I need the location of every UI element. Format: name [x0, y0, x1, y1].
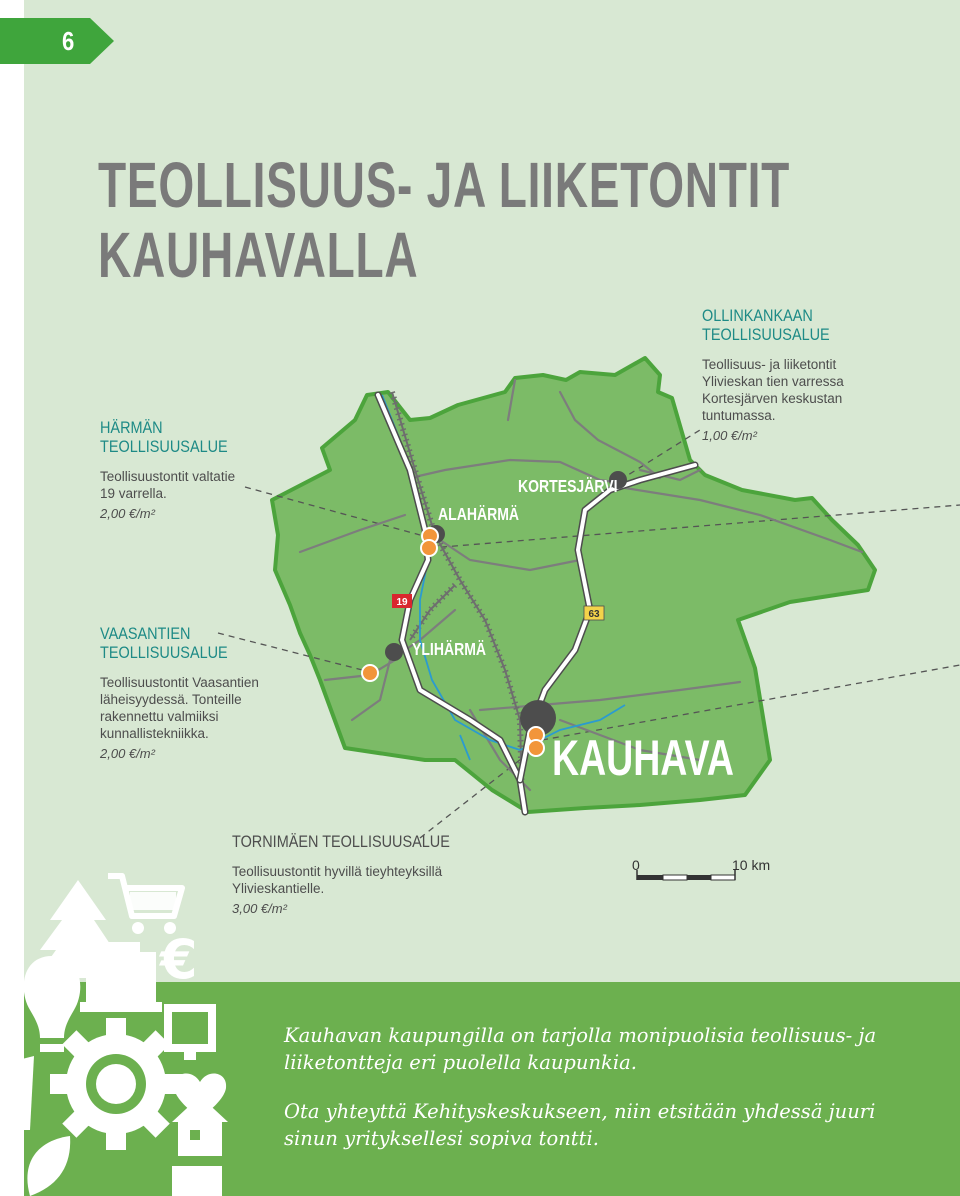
- wrench-icon: [16, 1056, 34, 1130]
- harman-area-info: [100, 418, 250, 521]
- harman-area-description: Teollisuustontit valtatie 19 varrella.: [100, 469, 236, 501]
- ollinkankaan-area-description: Teollisuus- ja liiketontit Ylivieskan tien varressa Kortesjärven keskustan tuntumassa.: [702, 357, 844, 423]
- vaasantie-area-marker: [362, 665, 378, 681]
- harman-title-line-2: TEOLLISUUSALUE: [100, 437, 228, 456]
- decorative-icon-collage: [0, 860, 260, 1196]
- scale-bar: [637, 870, 735, 880]
- vaasantien-area-description: Teollisuustontit Vaasantien läheisyydessä. Tonteille rakennettu valmiiksi kunnallistekniikka.: [100, 675, 259, 741]
- tornimaen-area-price: 3,00 €/m²: [232, 901, 287, 916]
- title-line-1: TEOLLISUUS- JA LIIKETONTIT: [98, 149, 791, 221]
- ollinkankaan-area-price: 1,00 €/m²: [702, 428, 757, 443]
- tornimaen-area-info: [232, 832, 462, 916]
- ylharma-town-marker: [385, 643, 403, 661]
- vaasantien-title-line-1: VAASANTIEN: [100, 624, 191, 643]
- cash-register-icon: [80, 942, 162, 1012]
- kauhava-label: KAUHAVA: [552, 730, 734, 787]
- harman-area-price: 2,00 €/m²: [100, 506, 155, 521]
- ollinkankaan-title-line-1: OLLINKANKAAN: [702, 306, 813, 325]
- box-icon: [172, 1166, 222, 1196]
- tornimaen-area-title: [232, 832, 450, 851]
- house-icon: [172, 1096, 228, 1156]
- harman-area-title: [100, 418, 228, 456]
- ollinkankaan-area-title: [702, 306, 855, 344]
- ylharma-label: YLIHÄRMÄ: [412, 639, 487, 660]
- leaf-icon: [27, 1136, 70, 1196]
- vaasantien-area-info: [100, 624, 270, 761]
- tag-icon: [168, 1008, 212, 1060]
- scale-end-label: 10 km: [732, 857, 771, 873]
- road-19-shield: [392, 594, 412, 608]
- euro-sign-icon: €: [160, 928, 198, 991]
- ollinkankaan-area-info: [702, 306, 882, 443]
- road-63-label: 63: [588, 609, 600, 620]
- kauhava-area-marker-b: [528, 740, 544, 756]
- kortesjarvi-label: KORTESJÄRVI: [518, 476, 618, 497]
- ollinkankaan-title-line-2: TEOLLISUUSALUE: [702, 325, 830, 344]
- title-line-2: KAUHAVALLA: [98, 219, 419, 291]
- vaasantien-area-title: [100, 624, 245, 662]
- harma-area-marker-b: [421, 540, 437, 556]
- tornimaen-title-line-1: TORNIMÄEN TEOLLISUUSALUE: [232, 832, 450, 851]
- vaasantien-area-price: 2,00 €/m²: [100, 746, 155, 761]
- road-19-label: 19: [396, 597, 408, 608]
- harman-title-line-1: HÄRMÄN: [100, 418, 163, 437]
- footer-paragraph-2: Ota yhteyttä Kehityskeskukseen, niin etsitään yhdessä juuri sinun yrityksellesi sopiva tontti.: [284, 1100, 876, 1150]
- alaharma-label: ALAHÄRMÄ: [438, 504, 520, 525]
- road-63-shield: [584, 606, 604, 620]
- scale-start-label: 0: [632, 857, 640, 873]
- tornimaen-area-description: Teollisuustontit hyvillä tieyhteyksillä Ylivieskantielle.: [232, 864, 443, 896]
- vaasantien-title-line-2: TEOLLISUUSALUE: [100, 643, 228, 662]
- shopping-cart-icon: [108, 876, 182, 934]
- footer-text: [284, 1022, 924, 1174]
- gear-icon: [50, 1018, 182, 1150]
- footer-paragraph-1: Kauhavan kaupungilla on tarjolla monipuolisia teollisuus- ja liiketontteja eri puolella kaupunkia.: [284, 1024, 877, 1074]
- page-number: 6: [62, 26, 75, 56]
